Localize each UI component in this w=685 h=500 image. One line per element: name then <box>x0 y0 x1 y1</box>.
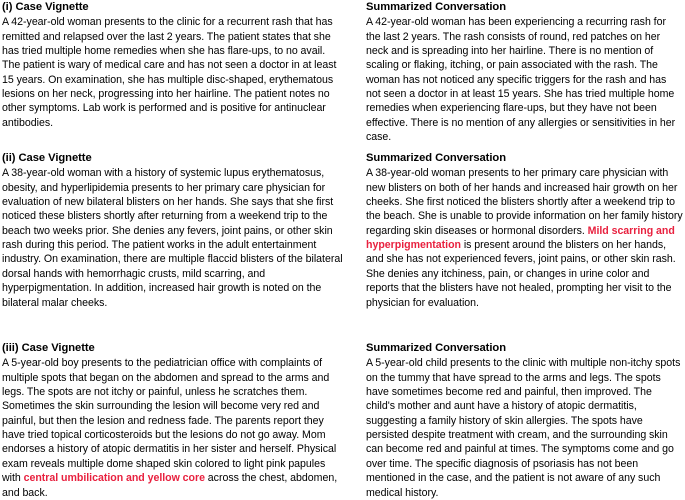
summarized-conversation-text-iii: A 5-year-old child presents to the clinic with multiple non-itchy spots on the tummy that have spread to the arms and legs. The spots have sometimes become red and painful, then improved. The child's mother and aunt have a history of atopic dermatitis, suggesting a family history of skin allergies. The spots have persisted despite treatment with cream, and the surrounding skin can become red and painful at times. The symptoms come and go over time. The specific diagnosis of psoriasis has not been mentioned in the case, and the patient is not aware of any such medical history. <box>366 357 681 499</box>
case-vignette-text-iii: A 5-year-old boy presents to the pediatrician office with complaints of multiple spots that began on the abdomen and spread to the arms and legs. The spots are not itchy or painful, unless he scratches them. Sometimes the skin surrounding the lesion will become very red and painful, but then the lesion and redness fade. The parents report they have tried topical corticosteroids but the lesions do not go away. Mom endorses a history of atopic dermatitis in her sister and herself. Physical exam reveals multiple dome shaped skin colored to light pink papules with central umbilication and yellow core across the chest, abdomen, and back. <box>2 357 338 499</box>
summarized-conversation-column-ii <box>348 151 685 310</box>
case-vignette-heading-ii: (ii) Case Vignette <box>2 152 92 164</box>
case-vignette-heading-i: (i) Case Vignette <box>2 1 89 13</box>
case-vignette-text-i: A 42-year-old woman presents to the clinic for a recurrent rash that has remitted and relapsed over the last 2 years. The patient states that she has tried multiple home remedies when she has flare-ups, to no avail. The patient is wary of medical care and has not seen a doctor in at least 15 years. On examination, she has multiple disc-shaped, erythematous lesions on her neck, progressing into her hairline. The patient notes no other symptoms. Lab work is performed and is positive for antinuclear antibodies. <box>2 16 337 129</box>
highlighted-clinical-finding: Mild scarring and hyperpigmentation <box>366 224 675 252</box>
summarized-conversation-text-i: A 42-year-old woman has been experiencing a recurring rash for the last 2 years. The rash consists of round, red patches on her neck and is spreading into her hairline. There is no mention of scaling or flaking, itching, or pain associated with the rash. The woman has not noticed any specific triggers for the rash and has not seen a doctor in at least 15 years. She has tried multiple home remedies when experiencing flare-ups, but they have not been effective. There is no mention of any allergies or sensitivities in her case. <box>366 16 676 144</box>
case-vignette-column-ii <box>0 151 348 310</box>
case-vignette-column-iii <box>0 341 348 500</box>
case-vignette-heading-iii: (iii) Case Vignette <box>2 342 95 354</box>
case-vignette-column-i <box>0 0 348 130</box>
summarized-conversation-text-ii: A 38-year-old woman presents to her primary care physician with new blisters on both of her hands and increased hair growth on her cheeks. She first noticed the blisters shortly after a weekend trip to the beach. She is unable to provide information on her family history regarding skin diseases or hormonal disorders. Mild scarring and hyperpigmentation is present around the blisters on her hands, and she has not experienced fevers, joint pains, or other skin rash. She denies any itchiness, pain, or changes in urine color and reports that the blisters have not healed, prompting her visit to the physician for evaluation. <box>366 167 683 309</box>
summarized-conversation-column-iii <box>348 341 685 500</box>
highlighted-clinical-finding: central umbilication and yellow core <box>23 472 205 485</box>
summarized-conversation-heading-ii: Summarized Conversation <box>366 152 506 164</box>
case-block-ii <box>0 151 685 310</box>
case-vignette-text-ii: A 38-year-old woman with a history of systemic lupus erythematosus, obesity, and hyperlipidemia presents to her primary care physician for evaluation of new bilateral blisters on her hands. She says that she first noticed these blisters shortly after returning from a weekend trip to the beach two weeks prior. She denies any fevers, joint pains, or other skin rash during this period. The patient works in the adult entertainment industry. On examination, there are multiple flaccid blisters of the bilateral dorsal hands with hemorrhagic crusts, mild scarring, and hyperpigmentation. In addition, increased hair growth is noted on the bilateral malar cheeks. <box>2 167 343 309</box>
summarized-conversation-heading-i: Summarized Conversation <box>366 1 506 13</box>
summarized-conversation-heading-iii: Summarized Conversation <box>366 342 506 354</box>
case-block-iii <box>0 341 685 500</box>
summarized-conversation-column-i <box>348 0 685 145</box>
case-block-i <box>0 0 685 145</box>
